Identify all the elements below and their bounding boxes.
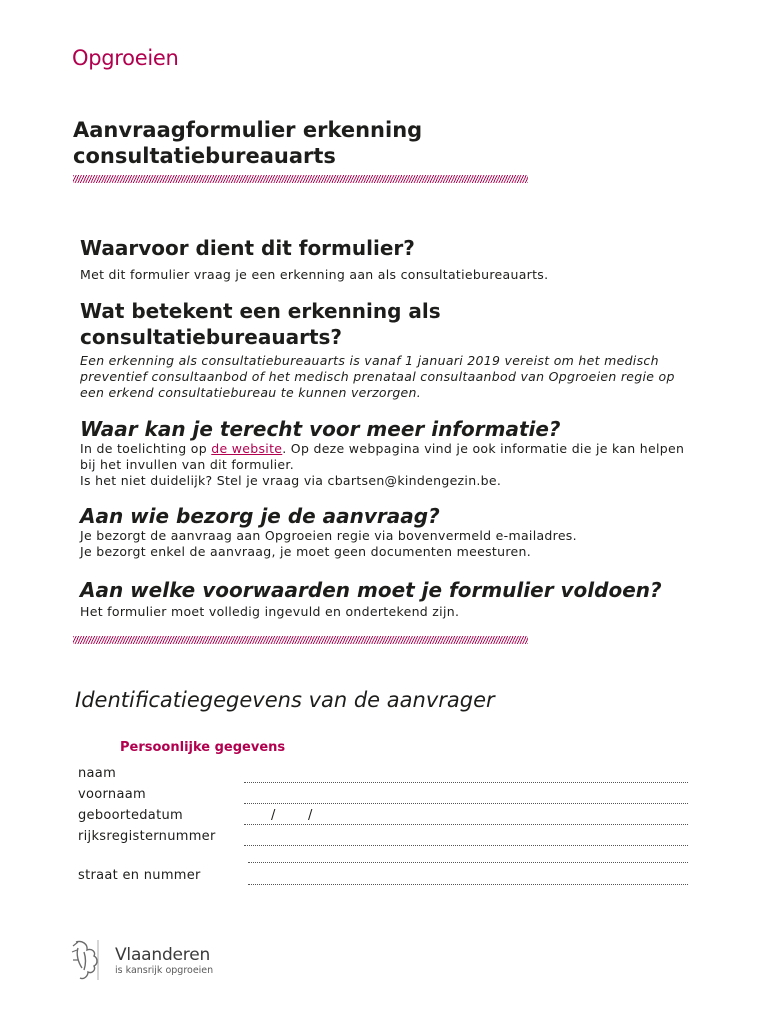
opgroeien-logo: Opgroeien bbox=[72, 46, 179, 70]
identification-heading: Identificatiegegevens van de aanvrager bbox=[75, 688, 495, 712]
flemish-lion-icon bbox=[70, 938, 102, 982]
text-delivery bbox=[80, 528, 700, 560]
name-field[interactable] bbox=[244, 782, 688, 783]
national-number-field[interactable] bbox=[244, 845, 688, 846]
document-title: Aanvraagformulier erkenning consultatiebureauarts bbox=[73, 118, 423, 168]
street-field[interactable] bbox=[248, 884, 688, 885]
text-delivery-line2: Je bezorgt enkel de aanvraag, je moet geen documenten meesturen. bbox=[80, 544, 531, 559]
divider-bottom bbox=[73, 636, 528, 644]
label-firstname: voornaam bbox=[78, 787, 146, 802]
firstname-field[interactable] bbox=[244, 803, 688, 804]
personal-data-heading: Persoonlijke gegevens bbox=[120, 740, 286, 755]
text-info-intro: In de toelichting op bbox=[80, 441, 212, 456]
date-separator-2: / bbox=[308, 808, 313, 823]
label-national-number: rijksregisternummer bbox=[78, 829, 216, 844]
date-separator-1: / bbox=[271, 808, 276, 823]
heading-conditions: Aan welke voorwaarden moet je formulier voldoen? bbox=[80, 578, 662, 602]
text-info-contact: Is het niet duidelijk? Stel je vraag via cbartsen@kindengezin.be. bbox=[80, 473, 502, 488]
text-delivery-line1: Je bezorgt de aanvraag aan Opgroeien regie via bovenvermeld e-mailadres. bbox=[80, 528, 577, 543]
website-link[interactable]: de website bbox=[211, 441, 283, 456]
text-purpose: Met dit formulier vraag je een erkenning aan als consultatiebureauarts. bbox=[80, 267, 549, 282]
label-birthdate: geboortedatum bbox=[78, 808, 183, 823]
heading-purpose: Waarvoor dient dit formulier? bbox=[80, 236, 415, 260]
heading-delivery: Aan wie bezorg je de aanvraag? bbox=[80, 504, 440, 528]
vlaanderen-logo-tagline: is kansrijk opgroeien bbox=[115, 965, 214, 976]
text-info bbox=[80, 441, 700, 489]
street-field-line-1[interactable] bbox=[248, 862, 688, 863]
label-street: straat en nummer bbox=[78, 868, 201, 883]
divider-top bbox=[73, 175, 528, 183]
birthdate-field[interactable] bbox=[244, 824, 688, 825]
text-meaning: Een erkenning als consultatiebureauarts is vanaf 1 januari 2019 vereist om het medisch preventief consultaanbod of het medisch prenataal consultaanbod van Opgroeien regie op een erkend consultatiebureau te kunnen verzorgen. bbox=[80, 353, 675, 400]
label-name: naam bbox=[78, 766, 117, 781]
text-conditions: Het formulier moet volledig ingevuld en ondertekend zijn. bbox=[80, 604, 460, 619]
heading-info: Waar kan je terecht voor meer informatie? bbox=[80, 417, 561, 441]
text-info-rest: . Op deze webpagina vind je ook informatie die je kan helpen bij het invullen van dit formulier. bbox=[80, 441, 685, 472]
heading-meaning: Wat betekent een erkenning als consultatiebureauarts? bbox=[80, 299, 441, 349]
vlaanderen-logo-name: Vlaanderen bbox=[115, 945, 211, 965]
